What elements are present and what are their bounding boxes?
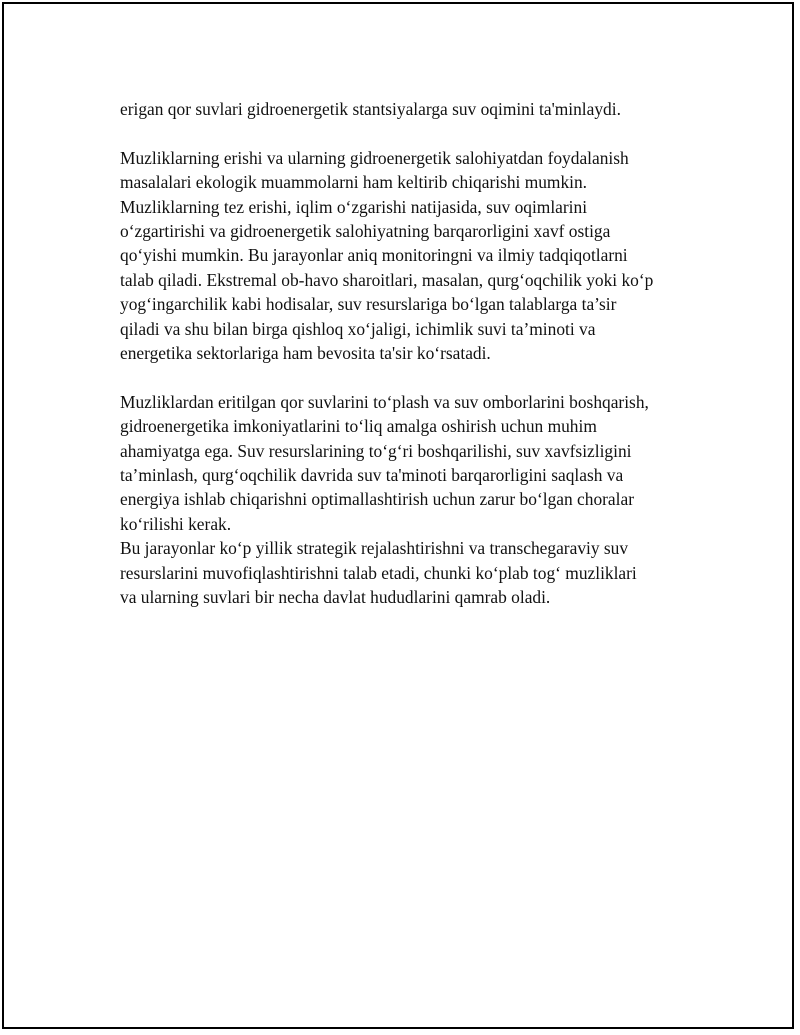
text-line: gidroenergetika imkoniyatlarini to‘liq amalga oshirish uchun muhim bbox=[120, 416, 597, 437]
text-line: yog‘ingarchilik kabi hodisalar, suv resurslariga bo‘lgan talablarga ta’sir bbox=[120, 294, 617, 315]
paragraph bbox=[120, 390, 710, 536]
text-line: ahamiyatga ega. Suv resurslarining to‘g‘ri boshqarilishi, suv xavfsizligini bbox=[120, 440, 632, 461]
paragraph bbox=[120, 536, 710, 609]
text-line: Bu jarayonlar ko‘p yillik strategik rejalashtirishni va transchegaraviy suv bbox=[120, 538, 629, 559]
paragraph bbox=[120, 97, 710, 121]
text-line: masalalari ekologik muammolarni ham keltirib chiqarishi mumkin. bbox=[120, 172, 588, 193]
text-line: va ularning suvlari bir necha davlat hududlarini qamrab oladi. bbox=[120, 587, 551, 608]
text-line: resurslarini muvofiqlashtirishni talab etadi, chunki ko‘plab tog‘ muzliklari bbox=[120, 562, 637, 583]
document-page bbox=[2, 2, 794, 1029]
text-line: ta’minlash, qurg‘oqchilik davrida suv ta'minoti barqarorligini saqlash va bbox=[120, 465, 624, 486]
text-line: Muzliklarning erishi va ularning gidroenergetik salohiyatdan foydalanish bbox=[120, 147, 629, 168]
text-line: erigan qor suvlari gidroenergetik stantsiyalarga suv oqimini ta'minlaydi. bbox=[120, 99, 621, 119]
paragraph bbox=[120, 146, 710, 366]
text-line: ko‘rilishi kerak. bbox=[120, 513, 232, 534]
text-line: energiya ishlab chiqarishni optimallashtirish uchun zarur bo‘lgan choralar bbox=[120, 489, 634, 510]
text-line: talab qiladi. Ekstremal ob-havo sharoitlari, masalan, qurg‘oqchilik yoki ko‘p bbox=[120, 269, 654, 290]
text-line: qo‘yishi mumkin. Bu jarayonlar aniq monitoringni va ilmiy tadqiqotlarni bbox=[120, 245, 628, 266]
document-body bbox=[120, 97, 710, 610]
text-line: qiladi va shu bilan birga qishloq xo‘jaligi, ichimlik suvi ta’minoti va bbox=[120, 318, 596, 339]
text-line: Muzliklarning tez erishi, iqlim o‘zgarishi natijasida, suv oqimlarini bbox=[120, 196, 588, 217]
text-line: energetika sektorlariga ham bevosita ta'sir ko‘rsatadi. bbox=[120, 343, 491, 364]
text-line: o‘zgartirishi va gidroenergetik salohiyatning barqarorligini xavf ostiga bbox=[120, 221, 611, 242]
text-line: Muzliklardan eritilgan qor suvlarini to‘plash va suv omborlarini boshqarish, bbox=[120, 391, 649, 412]
